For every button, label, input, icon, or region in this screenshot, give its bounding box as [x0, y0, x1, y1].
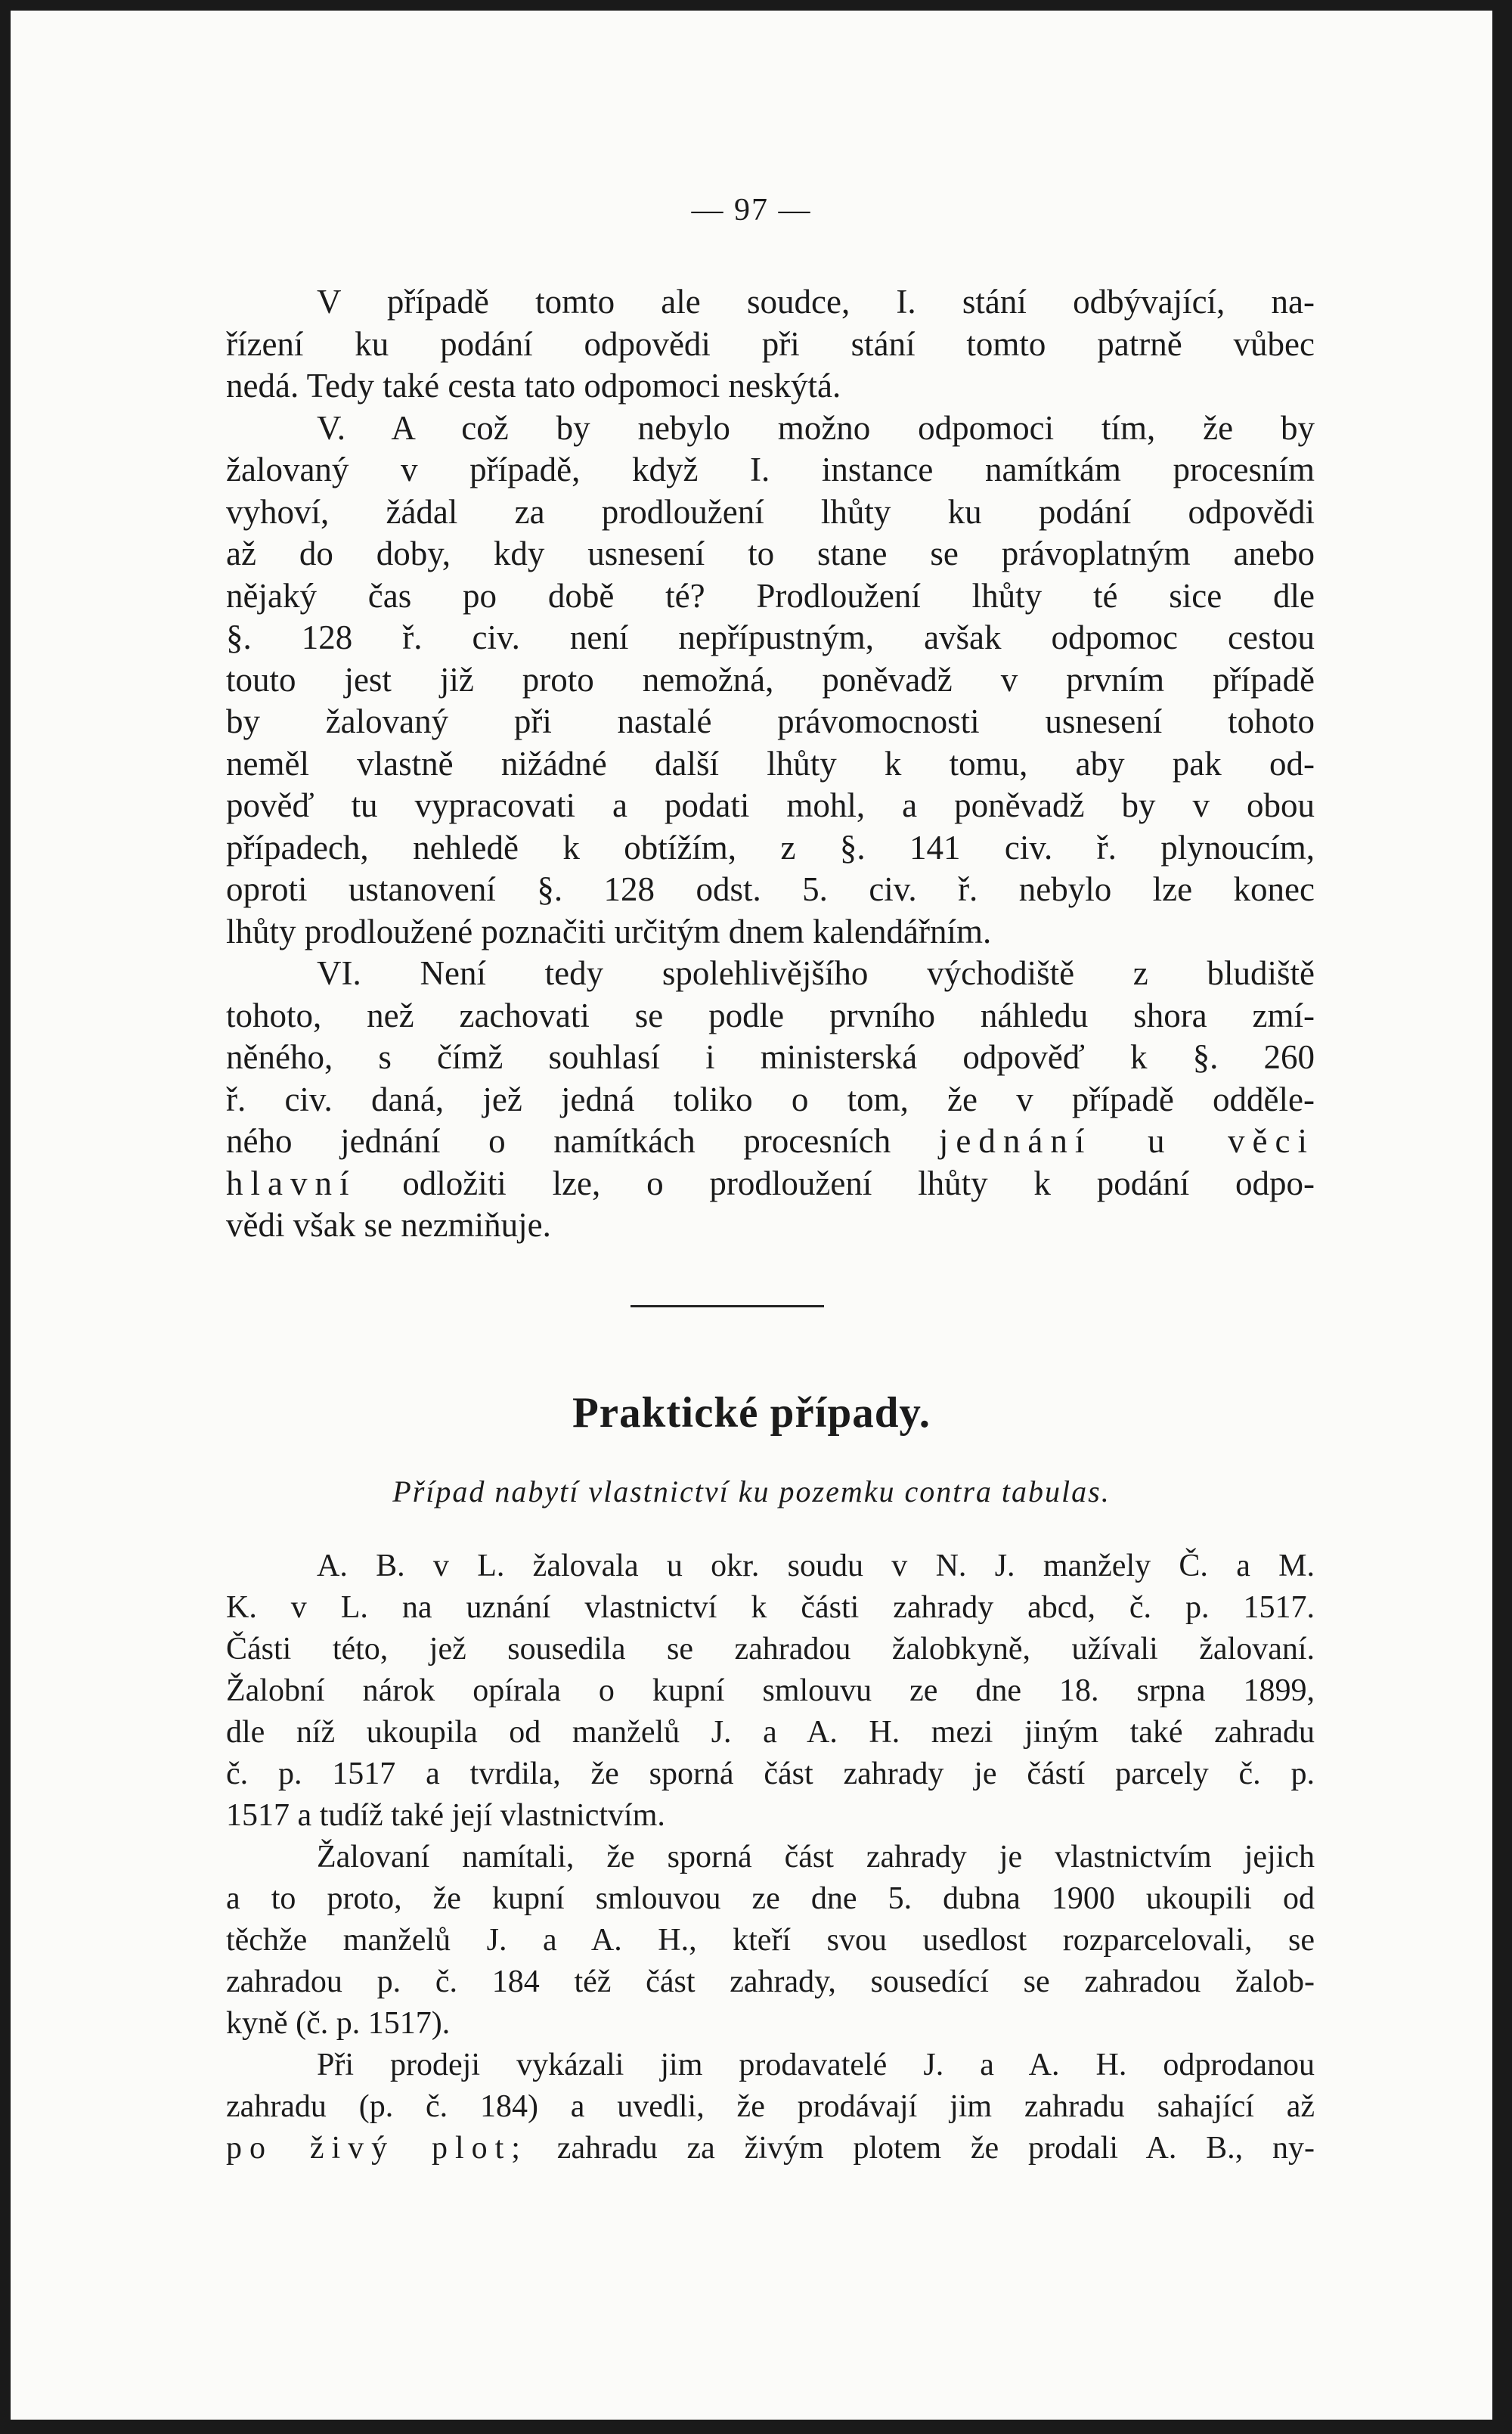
text-line: Žalovaní namítali, že sporná část zahrady je vlastnictvím jejich	[317, 1840, 1315, 1874]
spaced-emphasis: hlavní	[226, 1164, 357, 1202]
text-line: by žalovaný při nastalé právomocnosti usnesení tohoto	[226, 702, 1315, 740]
text-fragment: zahradu za živým plotem že prodali A. B., ny-	[556, 2131, 1315, 2166]
text-line: lhůty prodloužené poznačiti určitým dnem kalendářním.	[226, 912, 992, 950]
text-line: pověď tu vypracovati a podati mohl, a poněvadž by v obou	[226, 786, 1315, 824]
text-line: až do doby, kdy usnesení to stane se právoplatným anebo	[226, 535, 1315, 572]
text-line: vědi však se nezmiňuje.	[226, 1206, 551, 1244]
text-line: řízení ku podání odpovědi při stání tomto patrně vůbec	[226, 324, 1315, 363]
text-line: §. 128 ř. civ. není nepřípustným, avšak odpomoc cestou	[226, 619, 1315, 656]
text-line: VI. Není tedy spolehlivějšího východiště z bludiště	[317, 954, 1315, 992]
text-fragment: ného jednání o namítkách procesních	[226, 1122, 891, 1160]
text-line: dle níž ukoupila od manželů J. a A. H. mezi jiným také zahradu	[226, 1715, 1315, 1750]
text-line: žalovaný v případě, když I. instance namítkám procesním	[226, 451, 1315, 488]
spaced-emphasis: po živý plot;	[226, 2131, 528, 2166]
text-line: nějaký čas po době té? Prodloužení lhůty té sice dle	[226, 576, 1315, 615]
text-line: touto jest již proto nemožná, poněvadž v prvním případě	[226, 660, 1315, 699]
page-number: — 97 —	[691, 193, 812, 228]
body-text-section-1	[226, 281, 1315, 1247]
text-line: něného, s čímž souhlasí i ministerská odpověď k §. 260	[226, 1038, 1315, 1076]
text-fragment: odložiti lze, o prodloužení lhůty k podání odpo-	[402, 1164, 1315, 1202]
text-line: Žalobní nárok opírala o kupní smlouvu ze dne 18. srpna 1899,	[226, 1673, 1315, 1708]
text-line: V. A což by nebylo možno odpomoci tím, že by	[317, 408, 1315, 447]
text-line: 1517 a tudíž také její vlastnictvím.	[226, 1798, 665, 1833]
text-line: oproti ustanovení §. 128 odst. 5. civ. ř. nebylo lze konec	[226, 870, 1315, 908]
text-line: nedá. Tedy také cesta tato odpomoci neskýtá.	[226, 367, 841, 405]
text-line-mixed	[226, 2128, 1315, 2169]
section-divider	[631, 1305, 824, 1307]
text-line: neměl vlastně nižádné další lhůty k tomu, aby pak od-	[226, 744, 1315, 783]
text-line: V případě tomto ale soudce, I. stání odbývající, na-	[317, 283, 1315, 321]
text-line: zahradu (p. č. 184) a uvedli, že prodávají jim zahradu sahající až	[226, 2089, 1315, 2124]
case-subtitle: Případ nabytí vlastnictví ku pozemku contra tabulas.	[392, 1474, 1111, 1508]
text-line: Při prodeji vykázali jim prodavatelé J. a A. H. odprodanou	[317, 2048, 1315, 2082]
text-line-mixed	[226, 1163, 1315, 1205]
spaced-emphasis: jednání u věci	[938, 1122, 1315, 1160]
text-line: tohoto, než zachovati se podle prvního náhledu shora zmí-	[226, 996, 1315, 1034]
section-title: Praktické případy.	[572, 1389, 931, 1437]
body-text-section-2	[226, 1546, 1315, 2169]
text-line: těchže manželů J. a A. H., kteří svou usedlost rozparcelovali, se	[226, 1923, 1315, 1958]
text-line: A. B. v L. žalovala u okr. soudu v N. J. manžely Č. a M.	[317, 1549, 1315, 1583]
text-line: K. v L. na uznání vlastnictví k části zahrady abcd, č. p. 1517.	[226, 1590, 1315, 1625]
text-line: ř. civ. daná, jež jedná toliko o tom, že v případě odděle-	[226, 1080, 1315, 1118]
text-line: a to proto, že kupní smlouvou ze dne 5. dubna 1900 ukoupili od	[226, 1881, 1315, 1916]
document-page	[11, 11, 1492, 2420]
text-line: případech, nehledě k obtížím, z §. 141 civ. ř. plynoucím,	[226, 828, 1315, 867]
text-line: vyhoví, žádal za prodloužení lhůty ku podání odpovědi	[226, 492, 1315, 531]
text-line: kyně (č. p. 1517).	[226, 2006, 451, 2041]
text-line: zahradou p. č. 184 též část zahrady, sousedící se zahradou žalob-	[226, 1964, 1315, 1999]
text-line: Části této, jež sousedila se zahradou žalobkyně, užívali žalovaní.	[226, 1632, 1315, 1667]
text-line-mixed	[226, 1121, 1315, 1163]
text-line: č. p. 1517 a tvrdila, že sporná část zahrady je částí parcely č. p.	[226, 1757, 1315, 1791]
